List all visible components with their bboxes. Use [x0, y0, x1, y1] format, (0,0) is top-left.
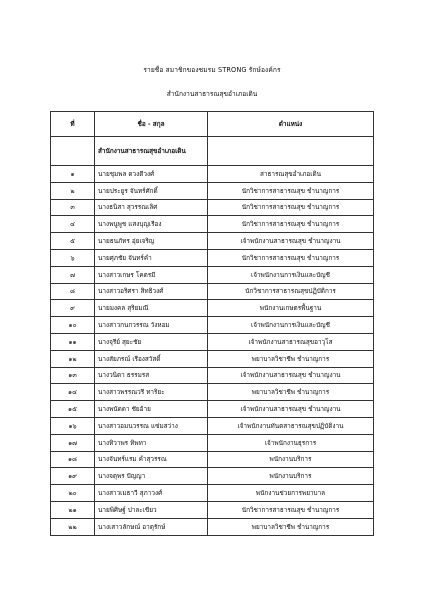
row-number: ๙ [51, 300, 95, 317]
row-name: นายประยูร จันทร์ศักดิ์ [95, 182, 208, 199]
row-number: ๒๒ [51, 518, 95, 535]
table-row [51, 451, 374, 468]
table-row [51, 166, 374, 183]
header-no: ที่ [51, 112, 95, 137]
row-name: นางวนิดา ธรรมรส [95, 367, 208, 384]
row-name: นายศุภชัย จันทร์คำ [95, 249, 208, 266]
table-row [51, 485, 374, 502]
table-row [51, 249, 374, 266]
row-name: นางสาวอมนวรรณ แซ่มสว่าง [95, 417, 208, 434]
header-name: ชื่อ - สกุล [95, 112, 208, 137]
row-position: เจ้าพนักงานทันตสาธารณสุขปฏิบัติงาน [208, 417, 374, 434]
row-number: ๑๕ [51, 401, 95, 418]
table-row [51, 199, 374, 216]
row-number: ๑ [51, 166, 95, 183]
table-row [51, 182, 374, 199]
header-row [51, 112, 374, 137]
row-number: ๑๙ [51, 468, 95, 485]
row-name: นางจุรีย์ สุยะชัย [95, 333, 208, 350]
row-name: นางจตุพร ปัญญา [95, 468, 208, 485]
row-number: ๕ [51, 233, 95, 250]
table-row [51, 417, 374, 434]
row-name: นางพนูพูช แสงบุญเรือง [95, 216, 208, 233]
row-position: เจ้าพนักงานสาธารณสุข ชำนาญงาน [208, 401, 374, 418]
row-name: นางธนิสา สุวรรณเลิศ [95, 199, 208, 216]
row-number: ๑๓ [51, 367, 95, 384]
row-name: นางสาวกนกวรรณ วังหอม [95, 317, 208, 334]
row-number: ๑๑ [51, 333, 95, 350]
row-position: สาธารณสุขอำเภอเดิน [208, 166, 374, 183]
row-number: ๔ [51, 216, 95, 233]
table-body [51, 137, 374, 536]
table-row [51, 233, 374, 250]
row-name: นางจันทร์แรม คำสุวรรณ [95, 451, 208, 468]
row-number: ๑๒ [51, 350, 95, 367]
section-position [208, 137, 374, 166]
row-name: นางพนัดดา ชัยอ้าย [95, 401, 208, 418]
row-position: นักวิชาการสาธารณสุข ชำนาญการ [208, 199, 374, 216]
row-position: พนักงานบริการ [208, 451, 374, 468]
row-number: ๑๗ [51, 434, 95, 451]
header-position: ตำแหน่ง [208, 112, 374, 137]
table-row [51, 350, 374, 367]
table-row [51, 317, 374, 334]
row-position: พยาบาลวิชาชีพ ชำนาญการ [208, 350, 374, 367]
table-row [51, 333, 374, 350]
row-position: พยาบาลวิชาชีพ ชำนาญการ [208, 518, 374, 535]
row-number: ๖ [51, 249, 95, 266]
row-position: เจ้าพนักงานการเงินและบัญชี [208, 317, 374, 334]
row-position: เจ้าพนักงานสาธารณสุขอาวุโส [208, 333, 374, 350]
table-row [51, 216, 374, 233]
table-row [51, 266, 374, 283]
row-position: นักวิชาการสาธารณสุข ชำนาญการ [208, 216, 374, 233]
row-number: ๓ [51, 199, 95, 216]
section-no [51, 137, 95, 166]
row-position: นักวิชาการสาธารณสุข ชำนาญการ [208, 182, 374, 199]
row-number: ๑๐ [51, 317, 95, 334]
row-name: นางสาวเกษร โคตรมี [95, 266, 208, 283]
row-number: ๑๘ [51, 451, 95, 468]
table-row [51, 468, 374, 485]
row-number: ๑๖ [51, 417, 95, 434]
row-position: เจ้าพนักงานสาธารณสุข ชำนาญงาน [208, 233, 374, 250]
row-position: นักวิชาการสาธารณสุขปฏิบัติการ [208, 283, 374, 300]
table-row [51, 283, 374, 300]
table-header [51, 112, 374, 137]
row-name: นางทิวาพร ทิพทา [95, 434, 208, 451]
row-name: นางเสาวลักษณ์ อาตุรักษ์ [95, 518, 208, 535]
row-position: เจ้าพนักงานสาธารณสุข ชำนาญงาน [208, 367, 374, 384]
row-name: นายพิศิษฐ์ ปาละเขียว [95, 501, 208, 518]
table-row [51, 401, 374, 418]
section-name: สำนักงานสาธารณสุขอำเภอเดิน [95, 137, 208, 166]
row-position: นักวิชาการสาธารณสุข ชำนาญการ [208, 249, 374, 266]
section-row [51, 137, 374, 166]
row-name: นางสาวอริศรา สิทธิวงศ์ [95, 283, 208, 300]
row-position: พนักงานบริการ [208, 468, 374, 485]
row-position: พนักงานเกษตรพื้นฐาน [208, 300, 374, 317]
table-row [51, 300, 374, 317]
table-row [51, 434, 374, 451]
table-row [51, 367, 374, 384]
table-row [51, 384, 374, 401]
document-subtitle: สำนักงานสาธารณสุขอำเภอเดิน [166, 90, 258, 98]
row-number: ๑๔ [51, 384, 95, 401]
row-position: พยาบาลวิชาชีพ ชำนาญการ [208, 384, 374, 401]
row-name: นางสาวพรรณวรี ทาริยะ [95, 384, 208, 401]
row-number: ๒ [51, 182, 95, 199]
row-number: ๗ [51, 266, 95, 283]
row-name: นางสัยภรณ์ เรืองสวัสดิ์ [95, 350, 208, 367]
row-name: นายชุมพล ดวงดีวงศ์ [95, 166, 208, 183]
row-name: นายธนภัทร อุ่ยเจริญ [95, 233, 208, 250]
row-number: ๒๐ [51, 485, 95, 502]
row-name: นายมงคล สุริยมณี [95, 300, 208, 317]
row-position: พนักงานช่วยการพยาบาล [208, 485, 374, 502]
table-row [51, 501, 374, 518]
member-table [50, 111, 374, 536]
row-number: ๘ [51, 283, 95, 300]
row-position: เจ้าพนักงานธุรการ [208, 434, 374, 451]
row-name: นางสาวเมธาวี สุภาวงศ์ [95, 485, 208, 502]
document-title: รายชื่อ สมาชิกของชมรม STRONG รักษ์องค์กร [143, 66, 281, 74]
row-number: ๒๑ [51, 501, 95, 518]
table-row [51, 518, 374, 535]
row-position: เจ้าพนักงานการเงินและบัญชี [208, 266, 374, 283]
row-position: นักวิชาการสาธารณสุข ชำนาญการ [208, 501, 374, 518]
